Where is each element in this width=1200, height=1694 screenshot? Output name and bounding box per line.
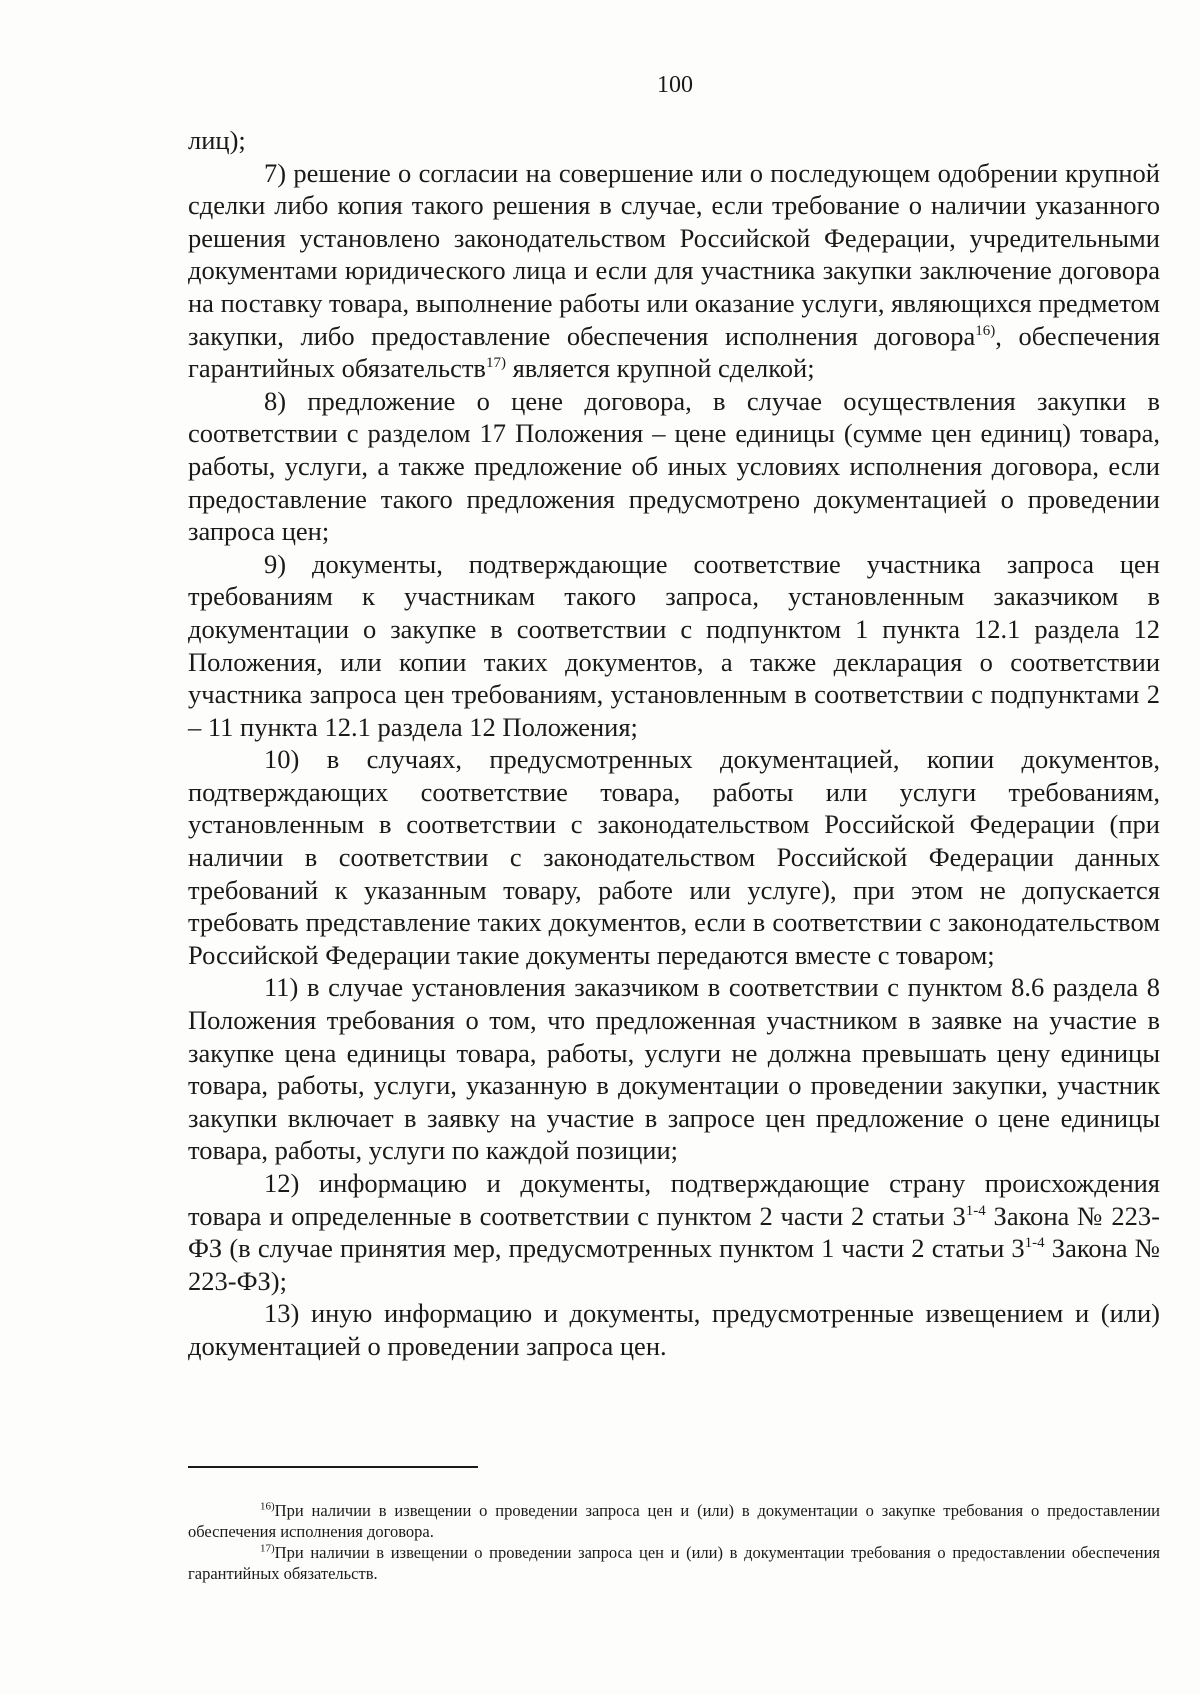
footnote-17-text: При наличии в извещении о проведении запроса цен и (или) в документации требования о предоставлении обеспечения гарантийных обязательств.: [188, 1543, 1160, 1583]
footnote-ref-16: 16): [975, 322, 996, 339]
list-item-7-text-b: , обеспечения гарантийных обязательств: [188, 320, 1160, 384]
list-item-12-text-b: Закона № 223-ФЗ (в случае принятия мер, предусмотренных пунктом 1 части 2 статьи 3: [188, 1200, 1160, 1264]
list-item-7-text-c: является крупной сделкой;: [505, 353, 815, 384]
footnotes: [188, 1500, 1160, 1584]
list-item-12-text-c: Закона № 223-ФЗ);: [188, 1233, 1160, 1296]
list-item-12: [188, 1167, 1160, 1297]
list-item-12-text-a: 12) информацию и документы, подтверждающие страну происхождения товара и определенные в соответствии с пунктом 2 части 2 статьи 3: [188, 1168, 1160, 1231]
footnote-17: [188, 1542, 1160, 1584]
paragraph-continuation: лиц);: [188, 125, 246, 155]
list-item-8: 8) предложение о цене договора, в случае осуществления закупки в соответствии с разделом 17 Положения – цене единицы (сумме цен единиц) товара, работы, услуги, а также предложение об иных условиях исполнения договора, если предоставление такого предложения предусмотрено документацией о проведении запроса цен;: [188, 385, 1160, 547]
footnote-16-text: При наличии в извещении о проведении запроса цен и (или) в документации о закупке требования о предоставлении обеспечения исполнения договора.: [188, 1501, 1160, 1541]
list-item-11: 11) в случае установления заказчиком в соответствии с пунктом 8.6 раздела 8 Положения требования о том, что предложенная участником в заявке на участие в закупке цена единицы товара, работы, услуги не должна превышать цену единицы товара, работы, услуги, указанную в документации о проведении закупки, участник закупки включает в заявку на участие в запросе цен предложение о цене единицы товара, работы, услуги по каждой позиции;: [188, 972, 1160, 1166]
footnote-16: [188, 1500, 1160, 1542]
list-item-10: 10) в случаях, предусмотренных документацией, копии документов, подтверждающих соответствие товара, работы или услуги требованиям, установленным в соответствии с законодательством Российской Федерации (при наличии в соответствии с законодательством Российской Федерации данных требований к указанным товару, работе или услуге), при этом не допускается требовать представление таких документов, если в соответствии с законодательством Российской Федерации такие документы передаются вместе с товаром;: [188, 744, 1160, 970]
footnote-ref-17: 17): [485, 355, 506, 372]
footnote-separator: [188, 1466, 478, 1468]
superscript-1-4: 1-4: [965, 1202, 986, 1219]
list-item-7-text-a: 7) решение о согласии на совершение или о последующем одобрении крупной сделки либо копия такого решения в случае, если требование о наличии указанного решения установлено законодательством Российской Федерации, учредительными документами юридического лица и если для участника закупки заключение договора на поставку товара, выполнение работы или оказание услуги, являющихся предметом закупки, либо предоставление обеспечения исполнения договора: [188, 157, 1160, 351]
list-item-9: 9) документы, подтверждающие соответствие участника запроса цен требованиям к участникам такого запроса, установленным заказчиком в документации о закупке в соответствии с подпунктом 1 пункта 12.1 раздела 12 Положения, или копии таких документов, а также декларация о соответствии участника запроса цен требованиям, установленным в соответствии с подпунктами 2 – 11 пункта 12.1 раздела 12 Положения;: [188, 548, 1160, 742]
footnote-mark-17: 17): [260, 1542, 275, 1555]
body-text: [188, 124, 1160, 1363]
list-item-7: [188, 157, 1160, 385]
list-item-13: 13) иную информацию и документы, предусмотренные извещением и (или) документацией о проведении запроса цен.: [188, 1298, 1160, 1361]
page-number: 100: [657, 72, 693, 98]
superscript-1-4: 1-4: [1024, 1235, 1045, 1252]
footnote-mark-16: 16): [260, 1500, 275, 1513]
